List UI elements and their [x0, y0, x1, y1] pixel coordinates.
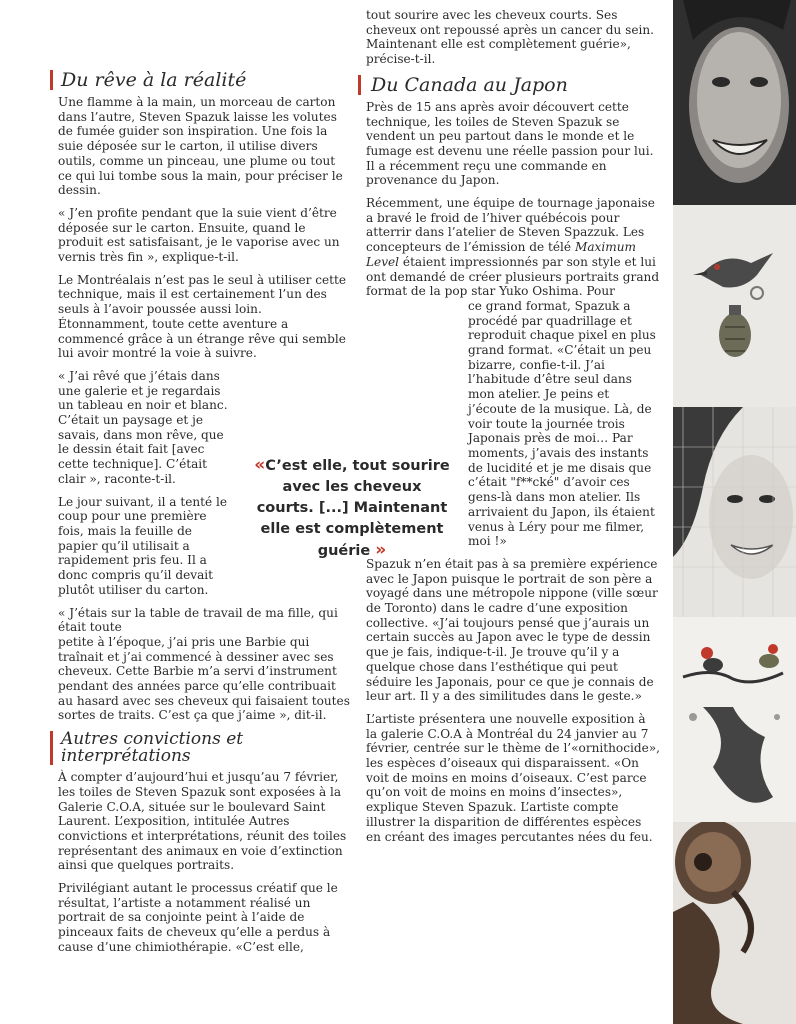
artwork-strip — [673, 0, 796, 1024]
open-guillemet: « — [254, 455, 266, 475]
paragraph-text: étaient impressionnés par son style et lui ont demandé de créer plusieurs portraits grand format de la pop star Yuko Oshima. Pour — [366, 254, 660, 299]
paragraph: Spazuk n’en était pas à sa première expérience avec le Japon puisque le portrait de son père a voyagé dans une métropole nippone (ville sœur de Toronto) dans le cadre d’une exposition collective. «J’ai toujours pensé que j’aurais un certain succès au Japon avec le type de dessin que je fais, indique-t-il. Je trouve qu’il y a quelque chose dans l’esthétique qui peut séduire les Japonais, pour ce que je connais de leur art. Il y a des similitudes dans le geste.» — [366, 556, 658, 704]
young-woman-portrait-image — [673, 407, 796, 617]
section-heading-japan: Du Canada au Japon — [358, 75, 660, 95]
smiling-woman-portrait-image — [673, 0, 796, 205]
smoke-figure-image — [673, 822, 796, 1024]
paragraph: « J’étais sur la table de travail de ma fille, qui était toute — [58, 605, 338, 635]
paragraph: « J’ai rêvé que j’étais dans une galerie et je regardais un tableau en noir et blanc. C’était un paysage et je savais, dans mon rêve, que le dessin était fait [avec cette technique]. C’était clair », raconte-t-il. — [58, 368, 228, 486]
paragraph: Le Montréalais n’est pas le seul à utiliser cette technique, mais il est certainement l’un des seuls à l’avoir poussée aussi loin. Étonnamment, toute cette aventure a commencé grâce à un étrange rêve qui semble lui avoir montré la voie à suivre. — [58, 272, 347, 361]
section-heading-dream: Du rêve à la réalité — [50, 70, 350, 90]
pull-quote-text: C’est elle, tout sourire avec les cheveux courts. [...] Maintenant elle est complètement guérie — [256, 458, 450, 559]
bird-on-grenade-image — [673, 205, 796, 407]
close-guillemet: » — [375, 540, 387, 560]
paragraph: Privilégiant autant le processus créatif que le résultat, l’artiste a notamment réalisé un portrait de sa conjointe peint à l’aide de pinceaux faits de cheveux qu’elle a perdus à cause d’une chimiothérapie. «C’est elle, — [58, 881, 338, 954]
paragraph — [366, 196, 660, 299]
paragraph: « J’en profite pendant que la suie vient d’être déposée sur le carton. Ensuite, quand le produit est satisfaisant, je le vaporise avec un vernis très fin », explique-t-il. — [58, 205, 340, 265]
article-right-column — [360, 8, 660, 852]
paragraph-text: Récemment, une équipe de tournage japonaise a bravé le froid de l’hiver québécois pour atterrir dans l’atelier de Steven Spazzuk. Les concepteurs de l’émission de télé — [366, 196, 655, 255]
paragraph: À compter d’aujourd’hui et jusqu’au 7 février, les toiles de Steven Spazuk sont exposées à la Galerie C.O.A, située sur le boulevard Saint Laurent. L’exposition, intitulée Autres convictions et interprétations, réunit des toiles représentant des animaux en voie d’extinction ainsi que quelques portraits. — [58, 770, 347, 873]
paragraph: Le jour suivant, il a tenté le coup pour une première fois, mais la feuille de papier qu’il utilisait a rapidement pris feu. Il a donc compris qu’il devait plutôt utiliser du carton. — [58, 494, 228, 597]
paragraph: Près de 15 ans après avoir découvert cette technique, les toiles de Steven Spazuk se vendent un peu partout dans le monde et le fumage est devenu une réelle passion pour lui. Il a récemment reçu une commande en provenance du Japon. — [366, 99, 654, 188]
pull-quote — [254, 455, 450, 562]
birds-on-branch-image — [673, 617, 796, 822]
paragraph: ce grand format, Spazuk a procédé par quadrillage et reproduit chaque pixel en plus grand format. «C’était un peu bizarre, confie-t-il. J’ai l’habitude d’être seul dans mon atelier. Je peins et j’écoute de la musique. Là, de voir toute la journée trois Japonais près de moi… Par moments, j’avais des instants de lucidité et je me disais que c’était "f**cké" d’avoir ces gens-là dans mon atelier. Ils arrivaient du Japon, ils étaient venus à Léry pour me filmer, moi !» — [468, 298, 656, 549]
paragraph: L’artiste présentera une nouvelle exposition à la galerie C.O.A à Montréal du 24 janvier au 7 février, centrée sur le thème de l’«ornithocide», les espèces d’oiseaux qui disparaissent. «On voit de moins en moins d’oiseaux. C’est parce qu’on voit de moins en moins d’insectes», explique Steven Spazuk. L’artiste compte illustrer la disparition de différentes espèces en créant des images percutantes nées du feu. — [366, 711, 660, 844]
paragraph: petite à l’époque, j’ai pris une Barbie qui traînait et j’ai commencé à dessiner avec ses cheveux. Cette Barbie m’a servi d’instrument pendant des années parce qu’elle contribuait au hasard avec ses cheveux qui faisaient toutes sortes de traits. C’est ça que j’aime », dit-il. — [58, 634, 350, 723]
section-heading-convictions: Autres convictions et interprétations — [50, 731, 350, 765]
paragraph: tout sourire avec les cheveux courts. Ses cheveux ont repoussé après un cancer du sein. Maintenant elle est complètement guérie», précise-t-il. — [366, 8, 655, 67]
show-title: Maximum Level — [366, 240, 636, 269]
paragraph: Une flamme à la main, un morceau de carton dans l’autre, Steven Spazuk laisse les volutes de fumée guider son inspiration. Une fois la suie déposée sur le carton, il utilise divers outils, comme un pinceau, une plume ou tout ce qui lui tombe sous la main, pour préciser le dessin. — [58, 95, 343, 198]
